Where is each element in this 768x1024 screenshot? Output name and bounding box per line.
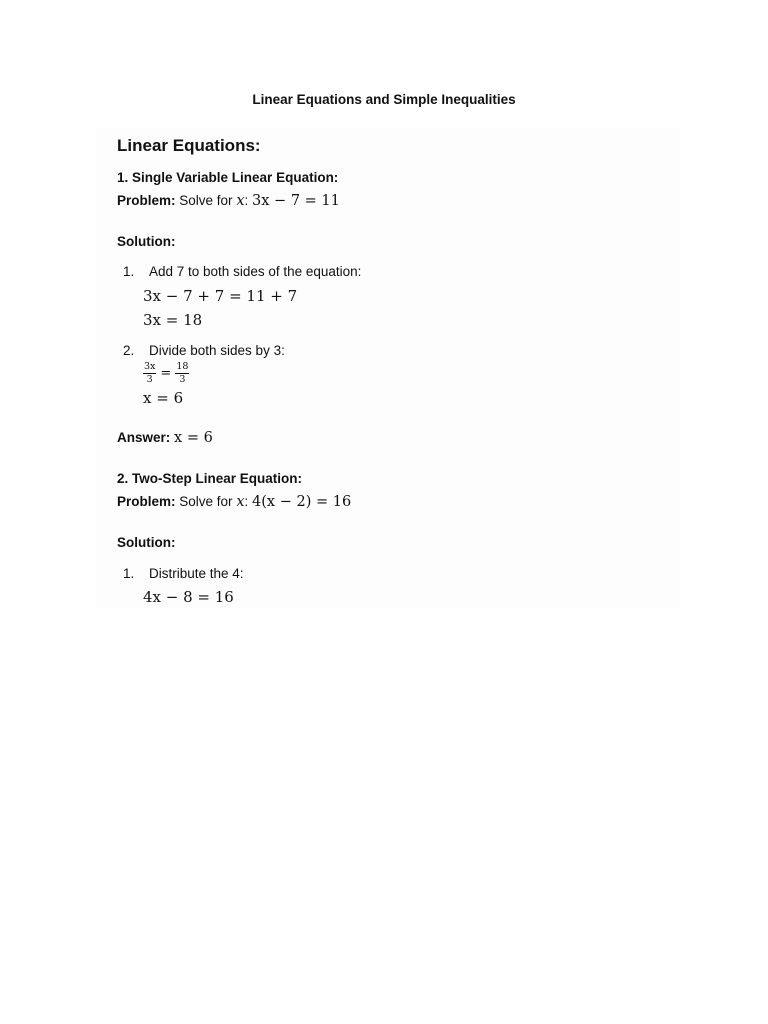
fraction-left: $\frac{3x}{3}$ bbox=[144, 361, 156, 385]
fraction-equals: = bbox=[160, 365, 172, 381]
problem1-step1-line2: 3x = 18 bbox=[143, 311, 203, 329]
fraction-right: $\frac{18}{3}$ bbox=[176, 361, 189, 385]
step-number: 1. bbox=[123, 264, 135, 279]
problem1-colon: : bbox=[244, 193, 249, 208]
answer-value: x = 6 bbox=[174, 430, 213, 446]
problem2-step1 bbox=[123, 566, 244, 581]
problem1-step2-fraction-eq bbox=[143, 362, 189, 384]
problem1-step2 bbox=[123, 343, 285, 358]
problem1-heading: 1. Single Variable Linear Equation: bbox=[117, 170, 339, 185]
problem2-colon: : bbox=[244, 494, 249, 509]
problem1-solution-label: Solution: bbox=[117, 234, 176, 249]
problem2-label: Problem: bbox=[117, 494, 176, 509]
step-number: 2. bbox=[123, 343, 135, 358]
step-text: Divide both sides by 3: bbox=[149, 343, 285, 358]
problem1-step1-line1: 3x − 7 + 7 = 11 + 7 bbox=[143, 287, 298, 305]
problem2-text: Solve for bbox=[179, 494, 233, 509]
problem2-solution-label: Solution: bbox=[117, 535, 176, 550]
step-number: 1. bbox=[123, 566, 135, 581]
step-text: Distribute the 4: bbox=[149, 566, 244, 581]
problem2-equation: 4(x − 2) = 16 bbox=[252, 494, 352, 510]
problem1-statement bbox=[117, 193, 340, 209]
step-text: Add 7 to both sides of the equation: bbox=[149, 264, 362, 279]
problem1-equation: 3x − 7 = 11 bbox=[252, 193, 340, 209]
problem1-label: Problem: bbox=[117, 193, 176, 208]
problem1-step2-line1: x = 6 bbox=[143, 389, 184, 407]
problem2-statement bbox=[117, 494, 351, 510]
problem2-heading: 2. Two-Step Linear Equation: bbox=[117, 471, 303, 486]
problem2-var: x bbox=[236, 494, 245, 510]
answer-label: Answer: bbox=[117, 430, 171, 445]
problem1-text: Solve for bbox=[179, 193, 233, 208]
problem1-var: x bbox=[236, 193, 245, 209]
problem1-answer bbox=[117, 430, 213, 446]
page-title: Linear Equations and Simple Inequalities bbox=[252, 92, 516, 107]
problem2-step1-line1: 4x − 8 = 16 bbox=[143, 588, 234, 606]
section-heading: Linear Equations: bbox=[117, 136, 261, 155]
problem1-step1 bbox=[123, 264, 361, 279]
